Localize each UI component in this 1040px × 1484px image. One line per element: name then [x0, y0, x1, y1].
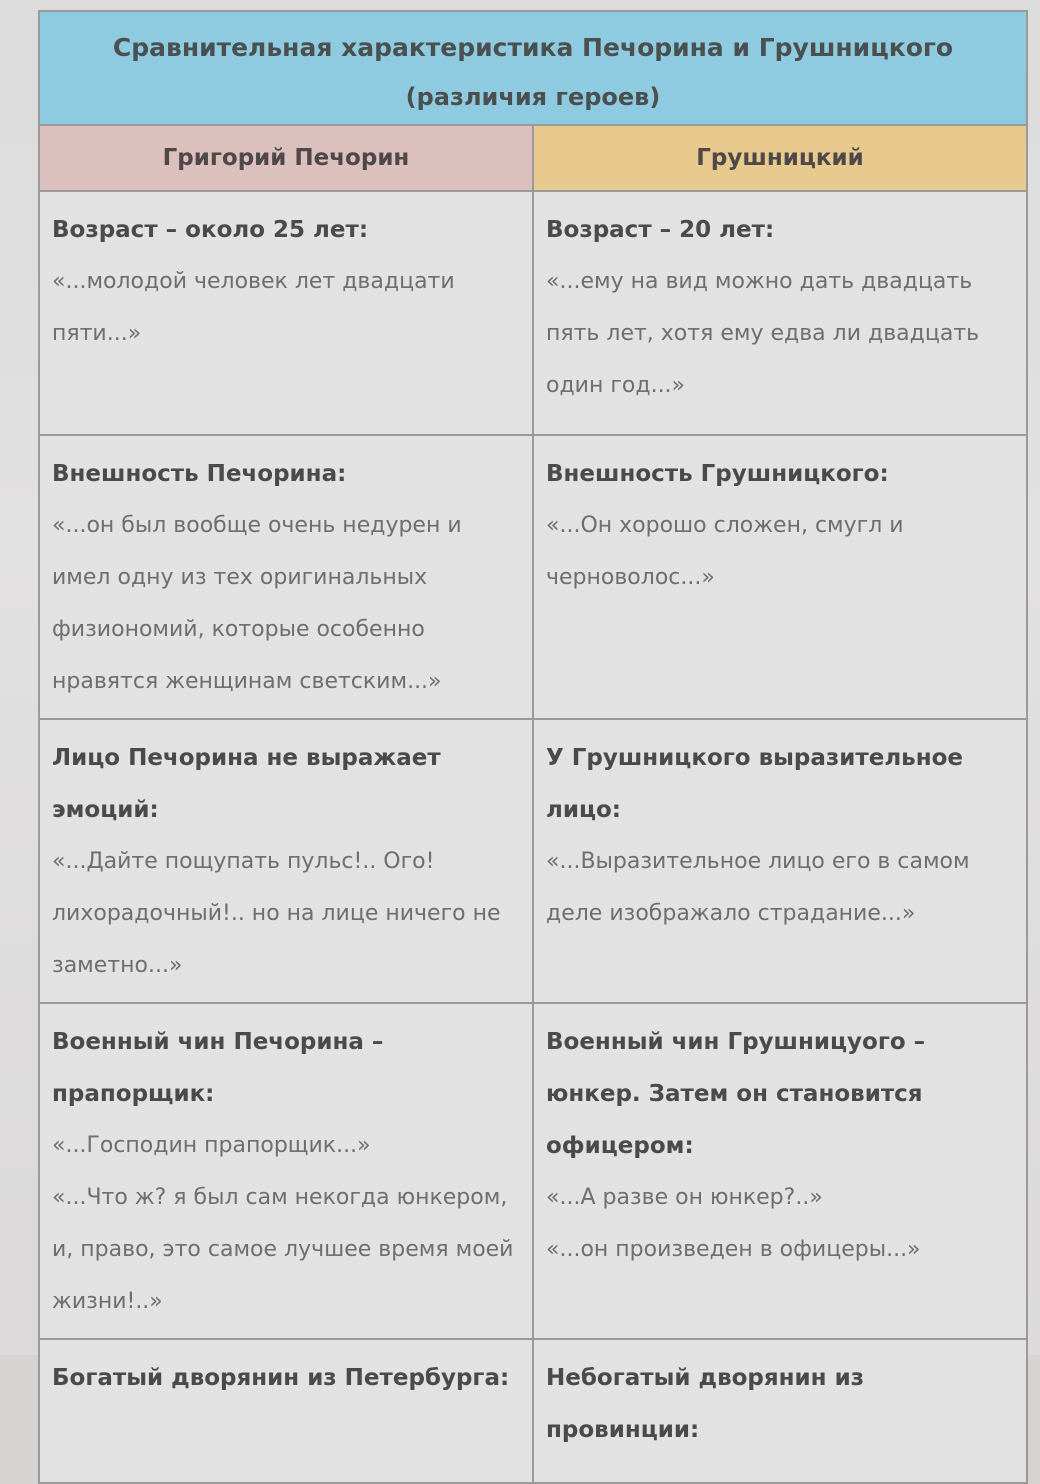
cell-quote: «...Что ж? я был сам некогда юнкером, и, право, это самое лучшее время моей жизни!..» [52, 1185, 514, 1314]
pechorin-cell [39, 719, 533, 1003]
cell-label: Возраст – около 25 лет: [52, 217, 369, 243]
grushnitsky-cell [533, 1339, 1027, 1483]
cell-label: У Грушницкого выразительное лицо: [546, 745, 963, 823]
cell-quote: «...Господин прапорщик...» [52, 1133, 371, 1158]
cell-quote: «...он был вообще очень недурен и имел одну из тех оригинальных физиономий, которые особенно нравятся женщинам светским...» [52, 513, 462, 694]
cell-quote: «...Он хорошо сложен, смугл и черноволос...» [546, 513, 904, 590]
cell-quote: «...ему на вид можно дать двадцать пять лет, хотя ему едва ли двадцать один год...» [546, 269, 980, 398]
pechorin-cell [39, 1339, 533, 1483]
table-title-line2: (различия героев) [405, 83, 661, 111]
cell-label: Военный чин Грушницуого – юнкер. Затем он становится офицером: [546, 1029, 926, 1159]
grushnitsky-cell [533, 719, 1027, 1003]
table-row [39, 435, 1027, 719]
table-title-line1: Сравнительная характеристика Печорина и Грушницкого [112, 33, 954, 62]
grushnitsky-cell [533, 435, 1027, 719]
grushnitsky-cell [533, 191, 1027, 435]
table-row [39, 1003, 1027, 1339]
table-row [39, 191, 1027, 435]
pechorin-cell [39, 191, 533, 435]
table-title [39, 11, 1027, 125]
grushnitsky-cell [533, 1003, 1027, 1339]
cell-quote: «...молодой человек лет двадцати пяти...» [52, 269, 455, 346]
cell-label: Военный чин Печорина – прапорщик: [52, 1029, 384, 1107]
comparison-table [38, 10, 1028, 1484]
cell-label: Внешность Грушницкого: [546, 461, 889, 487]
cell-label: Богатый дворянин из Петербурга: [52, 1365, 510, 1391]
cell-label: Возраст – 20 лет: [546, 217, 775, 243]
cell-label: Внешность Печорина: [52, 461, 347, 487]
table-row [39, 1339, 1027, 1483]
pechorin-cell [39, 435, 533, 719]
column-header-pechorin: Григорий Печорин [39, 125, 533, 191]
cell-quote: «...он произведен в офицеры...» [546, 1237, 921, 1262]
table-row [39, 719, 1027, 1003]
cell-quote: «...А разве он юнкер?..» [546, 1185, 823, 1210]
cell-label: Небогатый дворянин из провинции: [546, 1365, 865, 1443]
column-header-grushnitsky: Грушницкий [533, 125, 1027, 191]
pechorin-cell [39, 1003, 533, 1339]
cell-quote: «...Дайте пощупать пульс!.. Ого! лихорадочный!.. но на лице ничего не заметно...» [52, 849, 501, 978]
cell-label: Лицо Печорина не выражает эмоций: [52, 745, 441, 823]
cell-quote: «...Выразительное лицо его в самом деле изображало страдание...» [546, 849, 970, 926]
